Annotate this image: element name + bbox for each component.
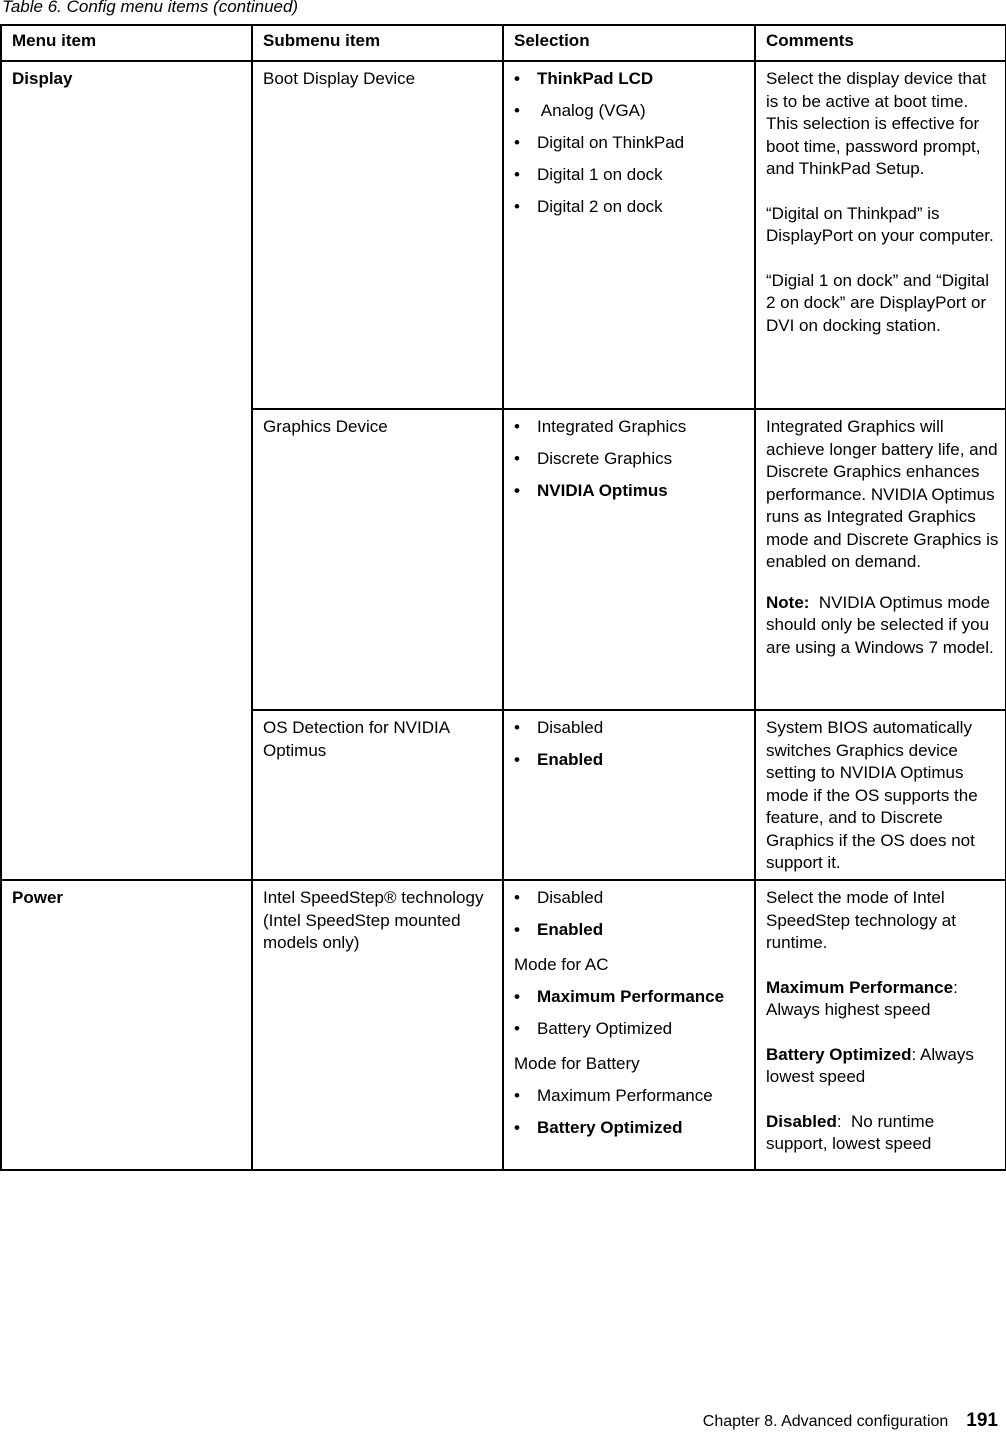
comment-paragraph: Select the display device that is to be active at boot time. This selection is effective for boot time, password prompt, and ThinkPad Setup. xyxy=(766,69,987,178)
list-item xyxy=(514,1018,748,1041)
note-label: Note: xyxy=(766,592,810,612)
bullet: • xyxy=(514,417,520,436)
bullet: • xyxy=(514,1019,520,1038)
selection-list xyxy=(514,416,748,503)
header-selection: Selection xyxy=(503,25,755,61)
option-label: Maximum Performance xyxy=(537,1086,713,1105)
config-menu-table xyxy=(0,24,1006,1171)
bullet: • xyxy=(514,750,520,769)
comments-cell xyxy=(755,880,1006,1170)
selection-list xyxy=(514,887,748,942)
list-item xyxy=(514,164,748,187)
bullet: • xyxy=(514,101,520,120)
submenu-boot-display-device: Boot Display Device xyxy=(252,61,503,409)
list-item xyxy=(514,68,748,91)
max-performance-label: Maximum Performance xyxy=(766,977,954,997)
option-label: Analog (VGA) xyxy=(537,101,646,120)
header-submenu-item: Submenu item xyxy=(252,25,503,61)
submenu-os-detection: OS Detection for NVIDIA Optimus xyxy=(252,710,503,880)
selection-cell xyxy=(503,710,755,880)
chapter-title: Chapter 8. Advanced configuration xyxy=(702,1413,949,1430)
bullet: • xyxy=(514,449,520,468)
selection-cell xyxy=(503,880,755,1170)
comments-cell xyxy=(755,409,1006,710)
list-item xyxy=(514,448,748,471)
selection-list xyxy=(514,68,748,219)
list-item xyxy=(514,132,748,155)
option-label: Discrete Graphics xyxy=(537,449,673,468)
selection-list xyxy=(514,986,748,1041)
mode-for-battery-label: Mode for Battery xyxy=(514,1053,640,1073)
comment-paragraph: Select the mode of Intel SpeedStep technology at runtime. xyxy=(766,888,956,952)
comment-paragraph: Integrated Graphics will achieve longer battery life, and Discrete Graphics enhances performance. NVIDIA Optimus runs as Integrated Graphics mode and Discrete Graphics is enabled on demand. xyxy=(766,417,999,571)
note-text: NVIDIA Optimus mode should only be selected if you are using a Windows 7 model. xyxy=(766,592,994,657)
list-item xyxy=(514,196,748,219)
list-item xyxy=(514,717,748,740)
list-item xyxy=(514,986,748,1009)
option-label: Enabled xyxy=(537,750,604,769)
mode-for-ac-label: Mode for AC xyxy=(514,954,609,974)
list-item xyxy=(514,749,748,772)
max-performance-text: : Always highest speed xyxy=(766,977,958,1019)
bullet: • xyxy=(514,888,520,907)
comment-paragraph xyxy=(766,977,999,1022)
option-label: Integrated Graphics xyxy=(537,417,687,436)
option-label: Battery Optimized xyxy=(537,1019,673,1038)
option-label: Enabled xyxy=(537,920,604,939)
battery-optimized-label: Battery Optimized xyxy=(766,1044,912,1064)
option-label: Digital on ThinkPad xyxy=(537,133,685,152)
menu-item-power: Power xyxy=(1,880,252,1170)
list-item xyxy=(514,416,748,439)
comments-cell xyxy=(755,710,1006,880)
bullet: • xyxy=(514,920,520,939)
bullet: • xyxy=(514,133,520,152)
bullet: • xyxy=(514,197,520,216)
option-label: Maximum Performance xyxy=(537,987,725,1006)
note-paragraph xyxy=(766,592,999,660)
header-comments: Comments xyxy=(755,25,1006,61)
submenu-intel-speedstep: Intel SpeedStep® technology (Intel SpeedStep mounted models only) xyxy=(252,880,503,1170)
option-label: Digital 2 on dock xyxy=(537,197,663,216)
disabled-text: : No runtime support, lowest speed xyxy=(766,1111,939,1153)
submenu-graphics-device: Graphics Device xyxy=(252,409,503,710)
bullet: • xyxy=(514,165,520,184)
menu-item-display: Display xyxy=(1,61,252,880)
bullet: • xyxy=(514,1086,520,1105)
header-menu-item: Menu item xyxy=(1,25,252,61)
option-label: Disabled xyxy=(537,718,604,737)
list-item xyxy=(514,919,748,942)
comment-paragraph: “Digital on Thinkpad” is DisplayPort on your computer. xyxy=(766,203,994,245)
bullet: • xyxy=(514,987,520,1006)
option-label: Digital 1 on dock xyxy=(537,165,663,184)
bullet: • xyxy=(514,69,520,88)
page-footer xyxy=(703,1410,998,1433)
page-number: 191 xyxy=(966,1410,998,1431)
table-caption: Table 6. Config menu items (continued) xyxy=(2,0,299,16)
list-item xyxy=(514,480,748,503)
list-item xyxy=(514,1117,748,1140)
comment-paragraph: “Digial 1 on dock” and “Digital 2 on dock” are DisplayPort or DVI on docking station. xyxy=(766,270,989,335)
battery-optimized-text: : Always lowest speed xyxy=(766,1044,974,1086)
list-item xyxy=(514,1085,748,1108)
option-label: NVIDIA Optimus xyxy=(537,481,668,500)
comment-paragraph: System BIOS automatically switches Graphics device setting to NVIDIA Optimus mode if the OS supports the feature, and to Discrete Graphics if the OS does not support it. xyxy=(766,718,978,872)
list-item xyxy=(514,100,748,123)
selection-list xyxy=(514,717,748,772)
option-label: Battery Optimized xyxy=(537,1118,683,1137)
selection-cell xyxy=(503,409,755,710)
comment-paragraph xyxy=(766,1111,999,1156)
bullet: • xyxy=(514,481,520,500)
list-item xyxy=(514,887,748,910)
bullet: • xyxy=(514,718,520,737)
option-label: Disabled xyxy=(537,888,604,907)
table-row xyxy=(1,61,1006,409)
table-header-row xyxy=(1,25,1006,61)
comment-paragraph xyxy=(766,1044,999,1089)
disabled-label: Disabled xyxy=(766,1111,837,1131)
bullet: • xyxy=(514,1118,520,1137)
selection-cell xyxy=(503,61,755,409)
comments-cell xyxy=(755,61,1006,409)
option-label: ThinkPad LCD xyxy=(537,69,654,88)
selection-list xyxy=(514,1085,748,1140)
table-row xyxy=(1,880,1006,1170)
